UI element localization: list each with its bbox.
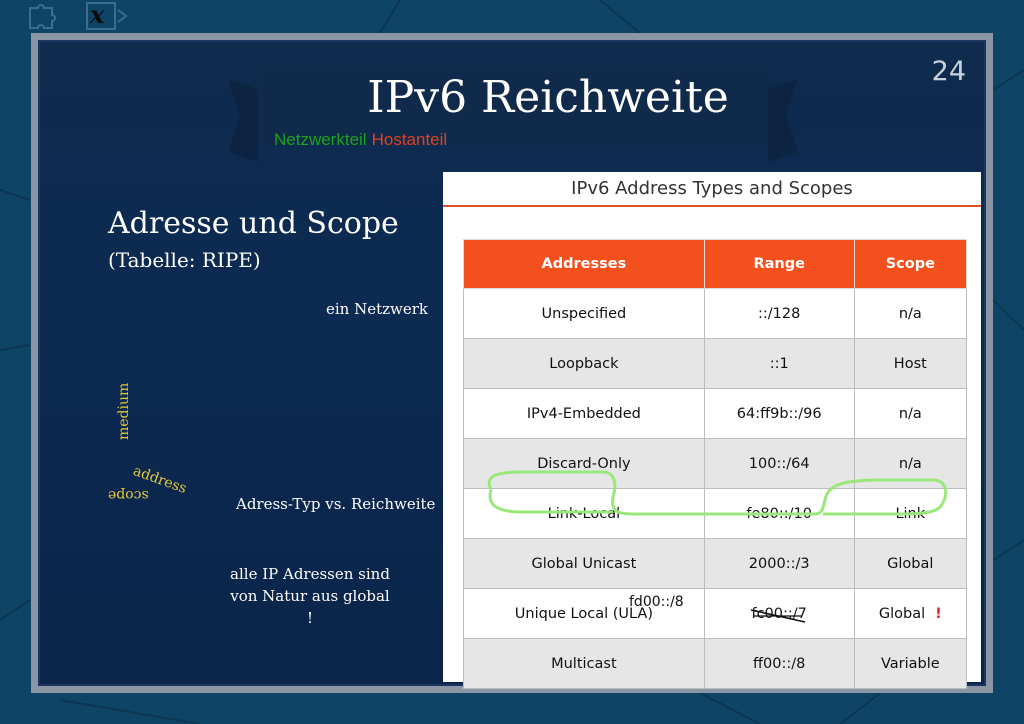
cell-range: 100::/64: [704, 439, 854, 489]
note-one-network: ein Netzwerk: [326, 300, 429, 318]
table-row: [464, 639, 967, 689]
close-icon[interactable]: [86, 2, 120, 30]
exclamation-mark: !: [935, 605, 942, 622]
header-addresses: Addresses: [464, 240, 705, 289]
page-title: IPv6 Reichweite: [367, 72, 729, 123]
deco-scope-text: scope: [108, 487, 149, 503]
cell-address: Discard-Only: [464, 439, 705, 489]
table-row: [464, 389, 967, 439]
cell-scope: [854, 589, 966, 639]
table-row: [464, 339, 967, 389]
table-row: [464, 289, 967, 339]
deco-medium-text: medium: [116, 382, 132, 440]
section-subheading: (Tabelle: RIPE): [108, 248, 261, 272]
ula-handwritten-note: fd00::/8: [629, 594, 684, 610]
scopes-table: [463, 239, 967, 689]
cell-scope: Global: [854, 539, 966, 589]
puzzle-icon[interactable]: [26, 2, 60, 30]
cell-scope: n/a: [854, 389, 966, 439]
cell-scope-text: Global: [878, 605, 926, 622]
cell-range: ::1: [704, 339, 854, 389]
close-glyph: x: [90, 0, 105, 29]
cell-scope: Host: [854, 339, 966, 389]
note-type-vs-reach: Adress-Typ vs. Reichweite: [236, 495, 436, 513]
section-heading: Adresse und Scope: [108, 206, 399, 241]
cell-range: 2000::/3: [704, 539, 854, 589]
deco-address-text: address: [130, 462, 189, 498]
strikethrough-mark: [749, 604, 807, 626]
cell-scope: Link: [854, 489, 966, 539]
ula-range-struck: [751, 606, 806, 622]
cell-address: Unspecified: [464, 289, 705, 339]
network-part-label: Netzwerkteil: [274, 130, 367, 149]
cell-scope: n/a: [854, 439, 966, 489]
table-row: [464, 589, 967, 639]
cell-range: ::/128: [704, 289, 854, 339]
cell-range: 64:ff9b::/96: [704, 389, 854, 439]
cell-scope: Variable: [854, 639, 966, 689]
host-part-label: Hostanteil: [371, 130, 448, 149]
cell-address: Multicast: [464, 639, 705, 689]
panel-title-rule: [443, 205, 981, 207]
cell-range: [704, 589, 854, 639]
slide-content: [38, 40, 986, 686]
panel-title: IPv6 Address Types and Scopes: [571, 178, 853, 199]
table-header-row: [464, 240, 967, 289]
header-scope: Scope: [854, 240, 966, 289]
note-global: [230, 563, 390, 629]
cell-address: Loopback: [464, 339, 705, 389]
cell-address: Link-Local: [464, 489, 705, 539]
cell-range: ff00::/8: [704, 639, 854, 689]
table-row: [464, 489, 967, 539]
note-global-line1: alle IP Adressen sind: [230, 565, 390, 583]
cell-address: IPv4-Embedded: [464, 389, 705, 439]
header-range: Range: [704, 240, 854, 289]
cell-address: Global Unicast: [464, 539, 705, 589]
subtitle: [274, 130, 447, 150]
cell-range: fe80::/10: [704, 489, 854, 539]
scopes-table-panel: [443, 172, 981, 682]
cell-scope: n/a: [854, 289, 966, 339]
note-global-line2: von Natur aus global !: [230, 587, 390, 627]
page-number: 24: [931, 56, 966, 87]
table-row: [464, 539, 967, 589]
cell-address: Unique Local (ULA): [464, 589, 705, 639]
ula-range-text: fc00::/7: [751, 605, 807, 622]
slide-frame: [31, 33, 993, 693]
table-row: [464, 439, 967, 489]
